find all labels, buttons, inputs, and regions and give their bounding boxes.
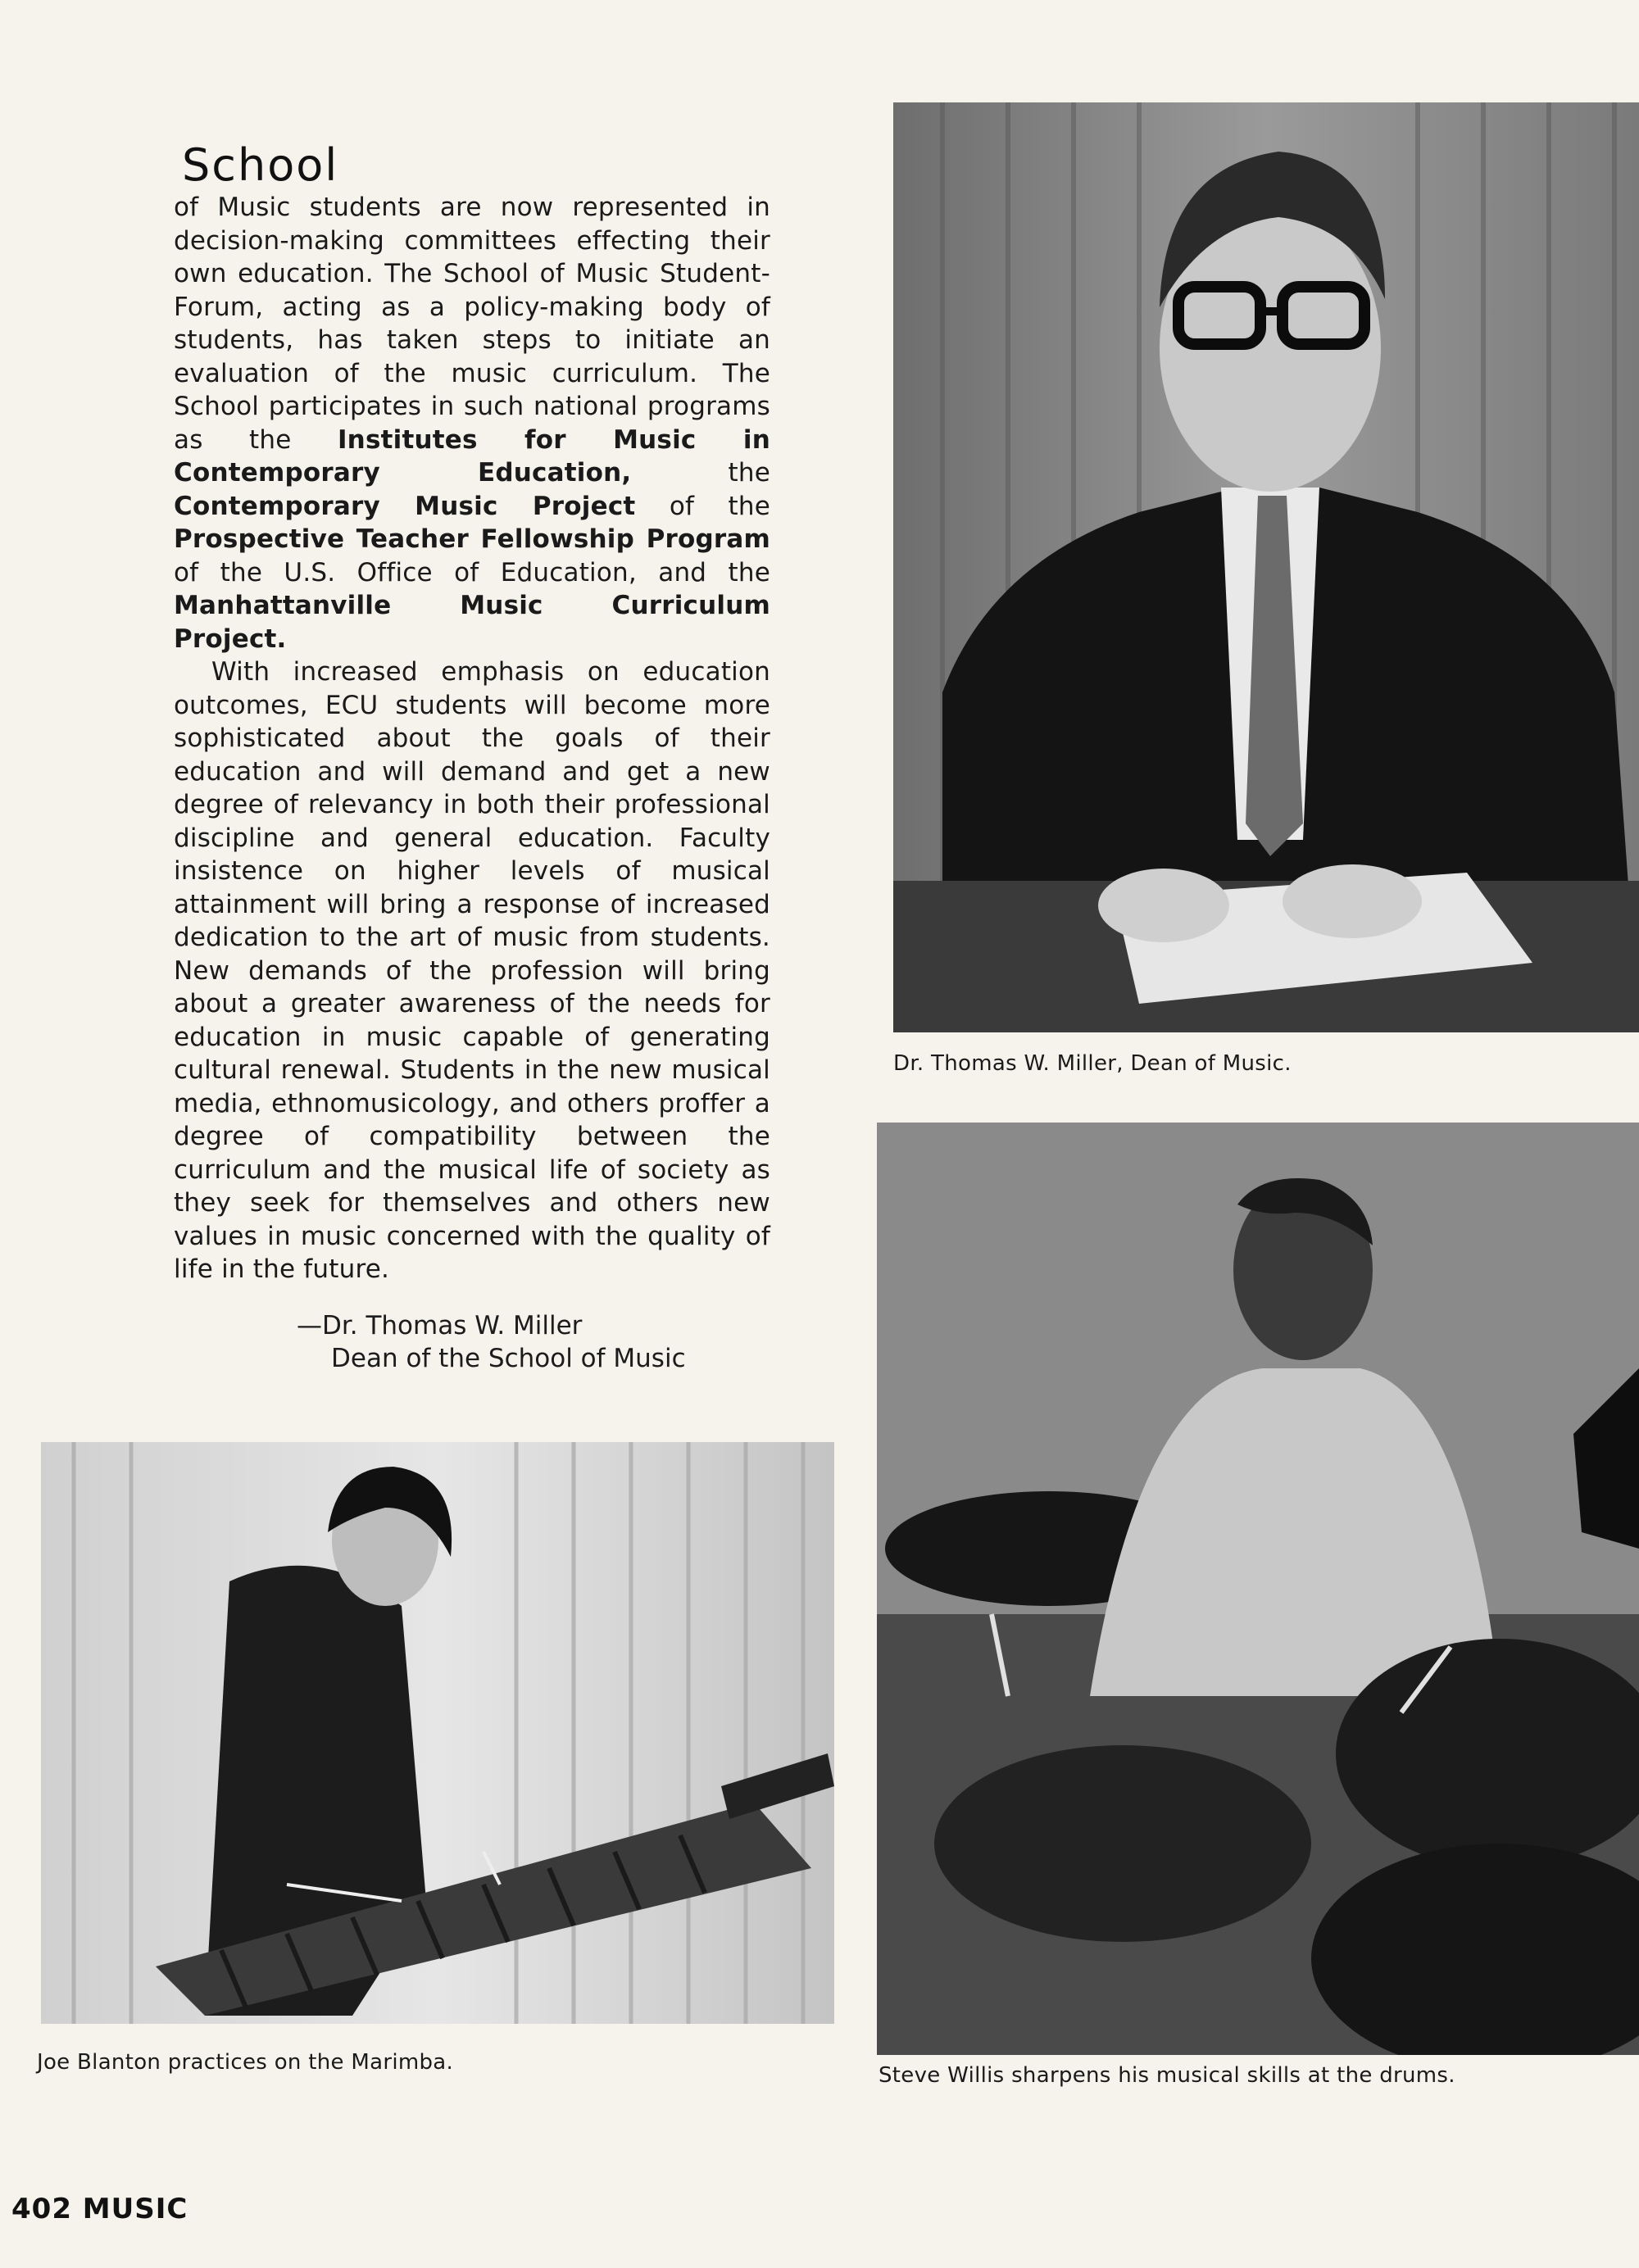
dean-portrait-image [893,102,1639,1032]
marimba-caption: Joe Blanton practices on the Marimba. [37,2050,454,2075]
paragraph-1 [174,191,770,655]
dean-portrait-photo [893,102,1639,1032]
drums-image [877,1123,1639,2055]
paragraph-1-text-c: the [631,458,771,488]
marimba-image [41,1442,834,2024]
program-contemporary-music-project: Contemporary Music Project [174,491,636,521]
program-manhattanville: Manhattanville Music Curriculum Project. [174,591,770,654]
marimba-photo [41,1442,834,2024]
signature [297,1309,770,1375]
paragraph-1-text-a: of Music students are now represented in decision-making committees effecting their own education. The School of Music Student-Forum, acting as a policy-making body of students, has taken steps to initiate an evaluation of the music curriculum. The School participates in such national programs as the [174,193,770,455]
article-body [174,191,770,1286]
article-column [174,139,771,1375]
drums-caption: Steve Willis sharpens his musical skills at the drums. [879,2063,1455,2088]
paragraph-2: With increased emphasis on education outcomes, ECU students will become more sophisticated about the goals of their education and will demand and get a new degree of relevancy in both their professional discipline and general education. Faculty insistence on higher levels of musical attainment will bring a response of increased dedication to the art of music from students. New demands of the profession will bring about a greater awareness of the needs for education in music capable of generating cultural renewal. Students in the new musical media, ethnomusicology, and others proffer a degree of compatibility between the curriculum and the musical life of society as they seek for themselves and others new values in music concerned with the quality of life in the future. [174,657,770,1284]
program-institutes: Institutes for Music in Contemporary Education, [174,424,770,488]
drums-photo [877,1123,1639,2055]
signature-title: Dean of the School of Music [331,1343,686,1373]
page-folio: 402 MUSIC [11,2193,188,2225]
program-prospective-teacher: Prospective Teacher Fellowship Program [174,524,770,554]
headline: School [182,139,339,191]
paragraph-1-text-e: of the U.S. Office of Education, and the [174,557,770,587]
signature-name: —Dr. Thomas W. Miller [297,1310,583,1340]
dean-caption: Dr. Thomas W. Miller, Dean of Music. [893,1051,1292,1076]
paragraph-1-text-d: of the [635,491,770,521]
